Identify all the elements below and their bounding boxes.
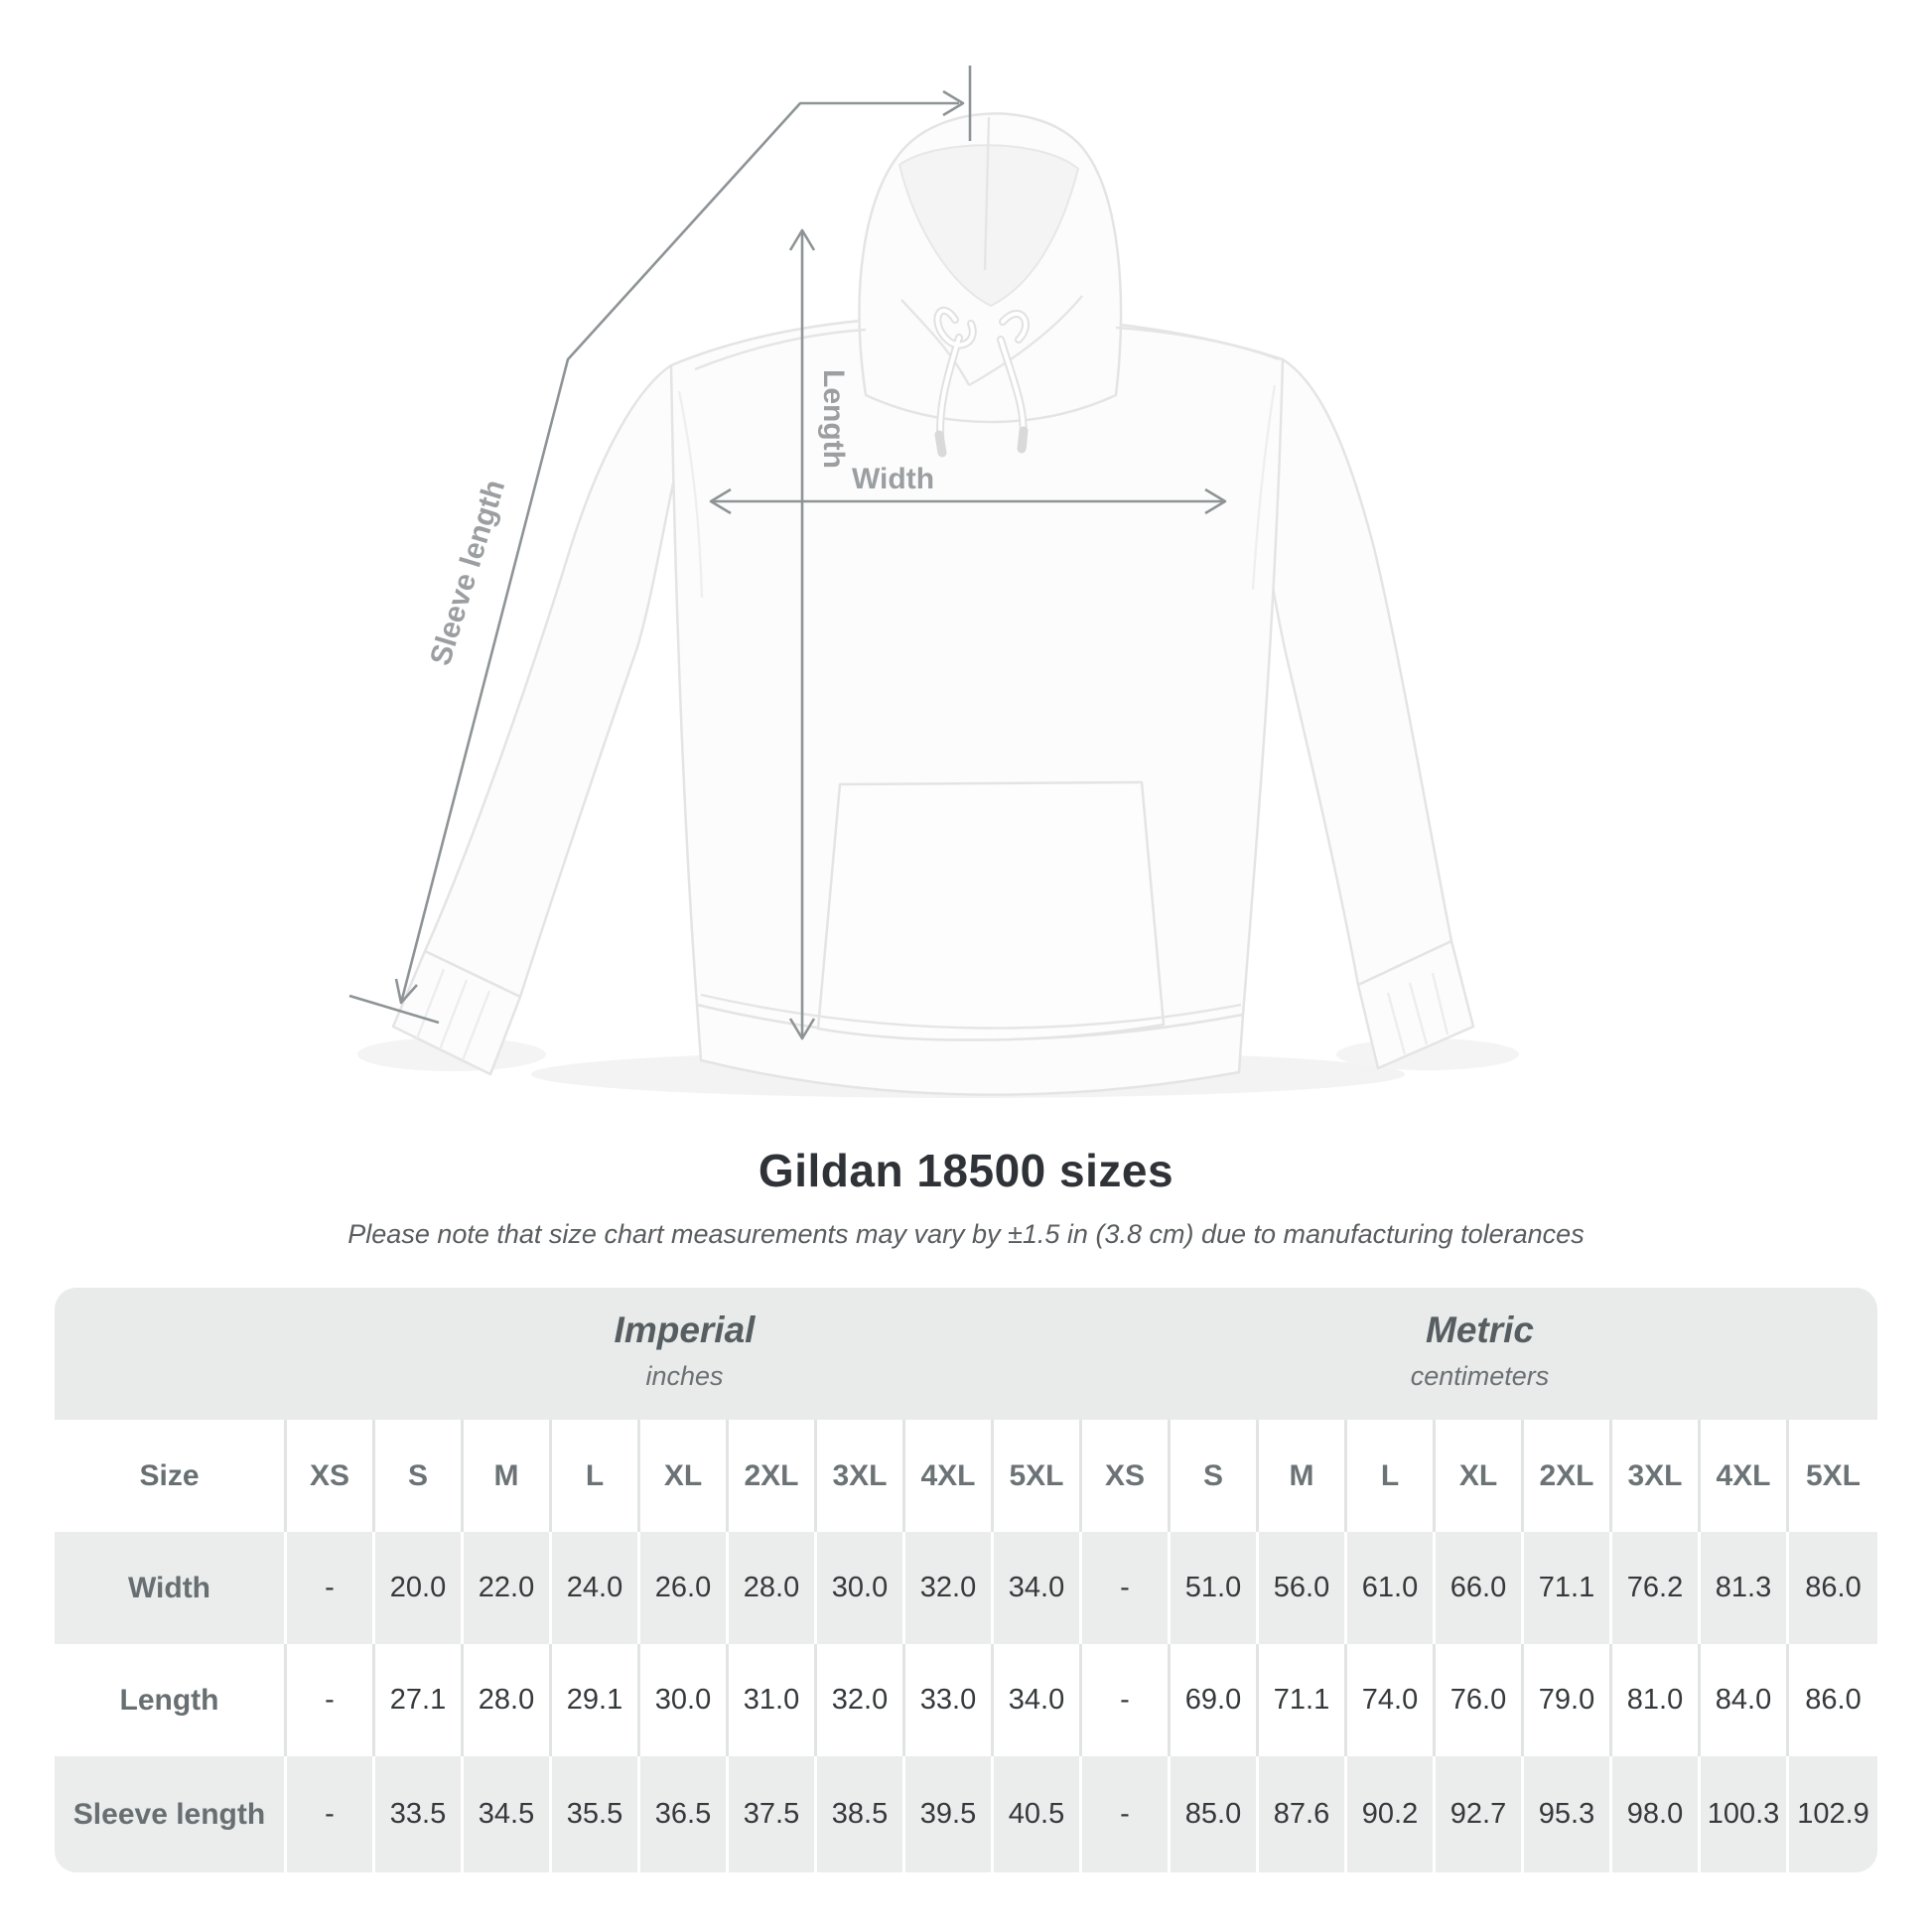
size-col-header: S: [1171, 1420, 1259, 1532]
table-cell: 76.2: [1612, 1532, 1701, 1644]
table-cell: 35.5: [552, 1756, 640, 1872]
imperial-title: Imperial: [614, 1310, 756, 1350]
table-cell: 51.0: [1171, 1532, 1259, 1644]
table-cell: 79.0: [1524, 1644, 1612, 1756]
table-cell: 28.0: [464, 1644, 552, 1756]
sleeve-length-row: [55, 1756, 1877, 1872]
table-cell: 32.0: [817, 1644, 905, 1756]
row-label: Length: [55, 1644, 287, 1756]
table-cell: -: [1082, 1756, 1171, 1872]
table-cell: 87.6: [1259, 1756, 1347, 1872]
metric-unit: centimeters: [1410, 1361, 1550, 1391]
width-label: Width: [852, 463, 935, 495]
table-cell: 100.3: [1701, 1756, 1789, 1872]
size-col-header: M: [1259, 1420, 1347, 1532]
table-cell: 29.1: [552, 1644, 640, 1756]
table-cell: 33.0: [905, 1644, 994, 1756]
width-row: [55, 1532, 1877, 1644]
table-cell: 69.0: [1171, 1644, 1259, 1756]
table-cell: 76.0: [1436, 1644, 1524, 1756]
table-cell: 71.1: [1259, 1644, 1347, 1756]
size-col-header: XL: [640, 1420, 729, 1532]
imperial-header: [287, 1288, 1082, 1420]
metric-title: Metric: [1426, 1310, 1534, 1350]
heading-block: [0, 1144, 1932, 1250]
table-cell: 74.0: [1347, 1644, 1436, 1756]
size-col-header: 4XL: [1701, 1420, 1789, 1532]
table-cell: 86.0: [1805, 1684, 1862, 1716]
table-cell: 81.0: [1612, 1644, 1701, 1756]
table-cell: 20.0: [375, 1532, 464, 1644]
table-cell: 56.0: [1259, 1532, 1347, 1644]
size-col-header: 5XL: [994, 1420, 1082, 1532]
sleeve-length-label: Sleeve length: [424, 476, 512, 670]
table-cell: 85.0: [1171, 1756, 1259, 1872]
table-cell: 84.0: [1701, 1644, 1789, 1756]
table-cell: 71.1: [1524, 1532, 1612, 1644]
size-col-header: 2XL: [729, 1420, 817, 1532]
page-title: Gildan 18500 sizes: [758, 1145, 1174, 1196]
size-header-row: [55, 1420, 1877, 1532]
table-cell: 31.0: [729, 1644, 817, 1756]
size-table: [55, 1288, 1877, 1872]
table-cell: 22.0: [464, 1532, 552, 1644]
table-cell: -: [287, 1644, 375, 1756]
size-col-header: XS: [287, 1420, 375, 1532]
table-cell: 40.5: [994, 1756, 1082, 1872]
table-cell: 98.0: [1612, 1756, 1701, 1872]
length-row: [55, 1644, 1877, 1756]
table-cell: 36.5: [640, 1756, 729, 1872]
size-col-header: XL: [1436, 1420, 1524, 1532]
table-cell: -: [287, 1532, 375, 1644]
table-cell: 81.3: [1701, 1532, 1789, 1644]
table-cell: 92.7: [1436, 1756, 1524, 1872]
size-col-header: 3XL: [817, 1420, 905, 1532]
table-cell: 61.0: [1347, 1532, 1436, 1644]
table-cell: 30.0: [817, 1532, 905, 1644]
metric-header: [1082, 1288, 1877, 1420]
table-cell: 34.5: [464, 1756, 552, 1872]
table-cell: 32.0: [905, 1532, 994, 1644]
size-col-header: S: [375, 1420, 464, 1532]
size-col-header: 5XL: [1805, 1458, 1862, 1492]
table-cell: 26.0: [640, 1532, 729, 1644]
table-cell: 37.5: [729, 1756, 817, 1872]
hoodie-garment: [393, 113, 1473, 1094]
size-column-title: Size: [55, 1420, 287, 1532]
table-cell: -: [287, 1756, 375, 1872]
size-col-header: 2XL: [1524, 1420, 1612, 1532]
table-cell: 38.5: [817, 1756, 905, 1872]
unit-header-row: [55, 1288, 1877, 1420]
table-cell: 34.0: [994, 1644, 1082, 1756]
table-cell: 33.5: [375, 1756, 464, 1872]
size-col-header: M: [464, 1420, 552, 1532]
header-spacer: [55, 1288, 287, 1420]
table-cell: 30.0: [640, 1644, 729, 1756]
length-label: Length: [817, 369, 850, 469]
row-label: Width: [55, 1532, 287, 1644]
size-col-header: 4XL: [905, 1420, 994, 1532]
table-cell: 90.2: [1347, 1756, 1436, 1872]
table-cell: 27.1: [375, 1644, 464, 1756]
row-label: Sleeve length: [55, 1756, 287, 1872]
table-cell: 24.0: [552, 1532, 640, 1644]
table-cell: 28.0: [729, 1532, 817, 1644]
table-cell: 95.3: [1524, 1756, 1612, 1872]
table-cell: -: [1082, 1532, 1171, 1644]
table-cell: 102.9: [1797, 1798, 1869, 1830]
tolerance-note: Please note that size chart measurements may vary by ±1.5 in (3.8 cm) due to manufacturing tolerances: [347, 1219, 1585, 1249]
table-cell: 39.5: [905, 1756, 994, 1872]
table-cell: 34.0: [994, 1532, 1082, 1644]
size-col-header: L: [1347, 1420, 1436, 1532]
left-sleeve: [425, 365, 689, 997]
table-cell: 66.0: [1436, 1532, 1524, 1644]
size-col-header: L: [552, 1420, 640, 1532]
size-col-header: 3XL: [1612, 1420, 1701, 1532]
size-col-header: XS: [1082, 1420, 1171, 1532]
kangaroo-pocket: [818, 782, 1164, 1040]
imperial-unit: inches: [645, 1361, 724, 1391]
table-cell: 86.0: [1805, 1572, 1862, 1603]
table-cell: -: [1082, 1644, 1171, 1756]
